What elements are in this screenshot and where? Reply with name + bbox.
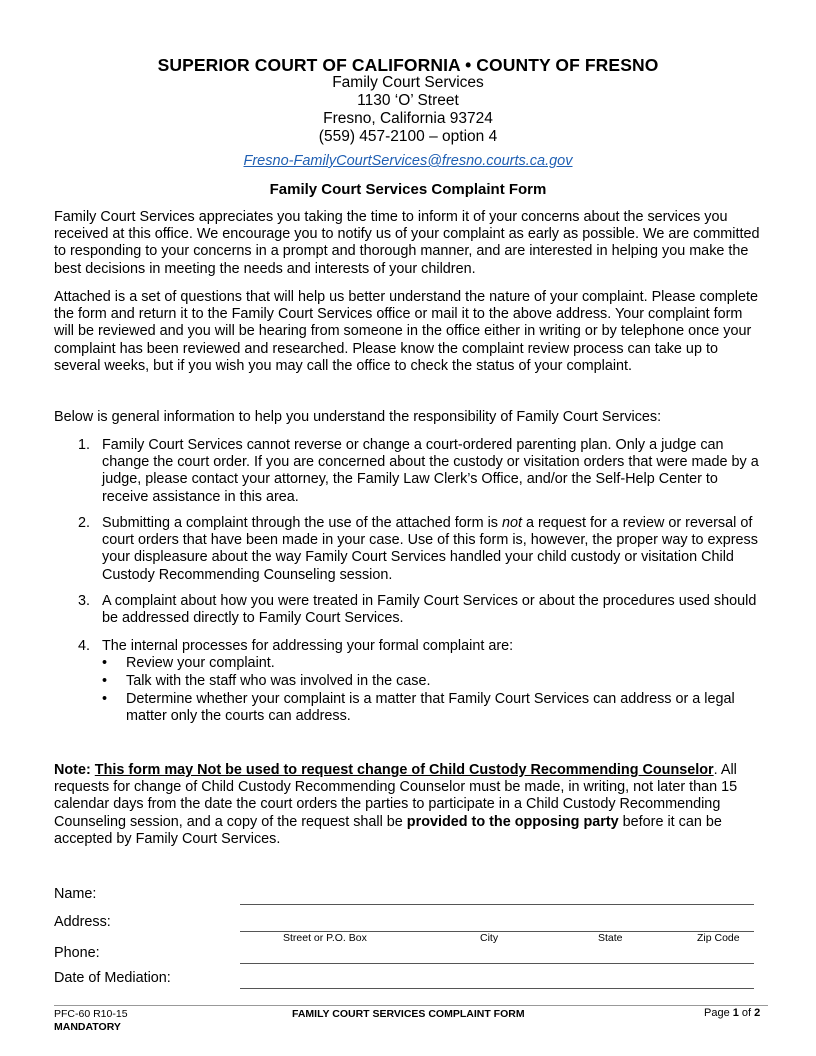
page-current: 1 [732,1007,739,1019]
list-item-number: 4. [78,638,91,654]
office-city: Fresno, California 93724 [323,110,493,127]
list-item-number: 3. [78,593,91,609]
note-bold-phrase: provided to the opposing party [406,813,619,830]
bullet-icon: • [102,673,108,689]
mandatory-label: MANDATORY [54,1021,121,1033]
form-title: Family Court Services Complaint Form [269,181,547,198]
list-item-text: A complaint about how you were treated in Family Court Services or about the procedures used should be addressed directly to Family Court Services. [102,593,757,627]
court-name: SUPERIOR COURT OF CALIFORNIA • COUNTY OF FRESNO [157,55,659,75]
list-item [78,638,768,725]
phone-field[interactable] [240,963,754,964]
attached-paragraph: Attached is a set of questions that will help us better understand the nature of your complaint. Please complete the form and return it to the Family Court Services office or mail it to the above address. Your complaint form will be reviewed and you will be hearing from someone in the office either in writing or by telephone once your complaint has been reviewed and researched. Please know the complaint review process can take up to several weeks, but if you wish you may call the office to check the status of your complaint. [54,289,758,374]
list-item-text: The internal processes for addressing your formal complaint are: [102,638,514,654]
bullet-item [102,691,762,725]
list-item-text: Family Court Services cannot reverse or change a court-ordered parenting plan. Only a judge can change the court order. If you are concerned about the custody or visitation orders that were made by a judge, please contact your attorney, the Family Law Clerk’s Office, and/or the Self-Help Center to receive assistance in this area. [102,437,759,505]
footer-divider [54,1005,768,1006]
list-item-number: 1. [78,437,91,453]
list-item-number: 2. [78,515,91,531]
office-name: Family Court Services [332,74,484,91]
below-paragraph: Below is general information to help you understand the responsibility of Family Court Services: [54,409,662,425]
phone-label: Phone: [54,945,100,961]
bullet-icon: • [102,691,108,707]
mediation-date-field[interactable] [240,988,754,989]
address-street-caption: Street or P.O. Box [283,932,367,944]
name-label: Name: [54,886,97,902]
address-label: Address: [54,914,111,930]
bullet-item [102,673,762,690]
page-total: 2 [754,1007,761,1019]
office-phone: (559) 457-2100 – option 4 [318,128,498,145]
list-item-text-end: a request for a review or reversal of court orders that have been made in your case. Use of this form is, however, the proper way to express your displeasure about the way Family Court Services handled your child custody or visitation Child Custody Recommending Counseling session. [102,515,758,583]
email-link[interactable]: Fresno-FamilyCourtServices@fresno.courts.ca.gov [243,153,573,169]
intro-paragraph: Family Court Services appreciates you taking the time to inform it of your concerns about the services you received at this office. We encourage you to notify us of your complaint as early as possible. We are committed to responding to your concerns in a prompt and thorough manner, and are interested in helping you make the best decisions in meeting the needs and interests of your children. [54,209,760,277]
note-paragraph [54,762,766,848]
bullet-text: Review your complaint. [126,655,275,671]
bullet-text: Talk with the staff who was involved in the case. [126,673,431,689]
office-street: 1130 ‘O’ Street [357,92,459,109]
note-text-end: before it can be accepted by Family Court Services. [54,813,722,847]
page-prefix: Page [704,1007,733,1019]
page-of: of [738,1007,755,1019]
page-number [704,1007,760,1019]
list-item [78,515,768,584]
mediation-date-label: Date of Mediation: [54,970,171,986]
address-state-caption: State [598,932,623,944]
footer-title: FAMILY COURT SERVICES COMPLAINT FORM [292,1008,525,1020]
list-item [78,437,768,506]
list-item-text [102,515,768,584]
form-code: PFC-60 R10-15 [54,1008,128,1020]
bullet-text: Determine whether your complaint is a matter that Family Court Services can address or a legal matter only the courts can address. [126,691,735,725]
list-item [78,593,768,627]
bullet-item [102,655,762,672]
address-zip-caption: Zip Code [697,932,740,944]
bullet-icon: • [102,655,108,671]
list-item-text-start: Submitting a complaint through the use of the attached form is [102,515,502,531]
note-label: Note: [54,762,91,778]
address-city-caption: City [480,932,499,944]
note-text: . All requests for change of Child Custody Recommending Counselor must be made, in writing, not later than 15 calendar days from the date the court orders the parties to participate in a Child Custody Recommending Counseling session, and a copy of the request shall be [54,762,738,830]
name-field[interactable] [240,904,754,905]
emphasis-not: not [501,515,522,531]
note-emphasis: This form may Not be used to request change of Child Custody Recommending Counselor [94,762,714,778]
